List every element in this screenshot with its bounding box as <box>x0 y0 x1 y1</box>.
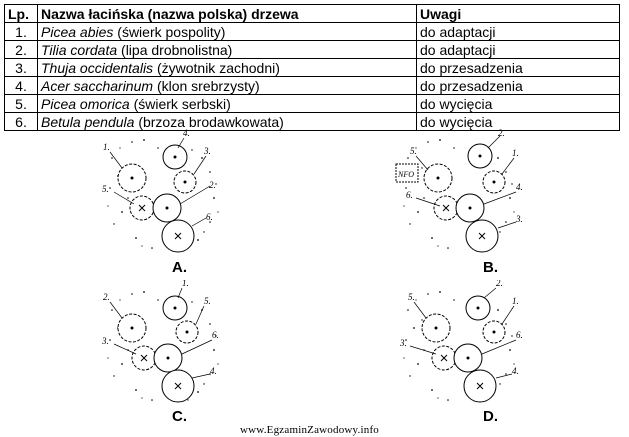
row-lp: 6. <box>5 113 38 131</box>
row-lp: 1. <box>5 23 38 41</box>
table-row <box>5 59 620 77</box>
latin-name: Tilia cordata <box>41 41 118 58</box>
tree-label: 4. <box>210 366 217 376</box>
polish-name: (klon srebrzysty) <box>156 77 260 94</box>
option-label-d: D. <box>483 408 498 425</box>
tree-label: 2. <box>496 280 503 288</box>
row-note: do adaptacji <box>417 41 620 59</box>
row-lp: 3. <box>5 59 38 77</box>
diagram-d <box>388 280 538 410</box>
row-name <box>38 41 417 59</box>
row-lp: 5. <box>5 95 38 113</box>
ground-stipple <box>403 291 514 401</box>
latin-name: Picea omorica <box>41 95 130 112</box>
header-name: Nazwa łacińska (nazwa polska) drzewa <box>38 5 417 23</box>
tree-label: 5. <box>102 184 109 194</box>
header-note: Uwagi <box>417 5 620 23</box>
tree-label: 2. <box>103 292 110 302</box>
polish-name: (brzoza brodawkowata) <box>138 113 284 130</box>
tree-label: 4. <box>183 128 190 138</box>
latin-name: Picea abies <box>41 23 114 40</box>
tree-label: 4. <box>512 366 519 376</box>
row-name <box>38 23 417 41</box>
option-label-c: C. <box>172 408 187 425</box>
row-note: do przesadzenia <box>417 77 620 95</box>
tree-label: 5. <box>410 146 417 156</box>
tree-label: 1. <box>512 148 519 158</box>
tree-label: 5. <box>408 292 415 302</box>
table-header-row <box>5 5 620 23</box>
tree-label: 3. <box>204 146 211 156</box>
tree-label: 2. <box>209 180 216 190</box>
polish-name: (świerk pospolity) <box>117 23 226 40</box>
tree-label: 6. <box>406 190 413 200</box>
latin-name: Acer saccharinum <box>41 77 154 94</box>
tree-table <box>4 4 620 131</box>
header-lp: Lp. <box>5 5 38 23</box>
tree-label: 3. <box>400 338 407 348</box>
tree-label: 6. <box>516 330 523 340</box>
table-row <box>5 95 620 113</box>
polish-name: (żywotnik zachodni) <box>156 59 280 76</box>
row-name <box>38 95 417 113</box>
diagram-c <box>92 280 242 410</box>
row-note: do przesadzenia <box>417 59 620 77</box>
tree-label: 4. <box>516 182 523 192</box>
table-row <box>5 41 620 59</box>
tree-label: 6. <box>206 212 213 222</box>
sign-text: NFO <box>398 170 414 179</box>
polish-name: (świerk serbski) <box>133 95 231 112</box>
table-row <box>5 77 620 95</box>
diagram-a <box>92 128 242 258</box>
option-label-b: B. <box>483 259 498 276</box>
tree-label: 1. <box>182 280 189 288</box>
row-note: do wycięcia <box>417 113 620 131</box>
row-note: do wycięcia <box>417 95 620 113</box>
tree-label: 2. <box>498 128 505 138</box>
row-name <box>38 77 417 95</box>
diagram-b <box>388 128 538 258</box>
table-row <box>5 23 620 41</box>
tree-label: 3. <box>102 336 109 346</box>
tree-label: 5. <box>204 296 211 306</box>
tree-label: 1. <box>103 142 110 152</box>
row-note: do adaptacji <box>417 23 620 41</box>
row-lp: 2. <box>5 41 38 59</box>
row-name <box>38 59 417 77</box>
row-lp: 4. <box>5 77 38 95</box>
option-label-a: A. <box>172 259 187 276</box>
tree-label: 6. <box>212 330 219 340</box>
tree-label: 3. <box>516 214 523 224</box>
latin-name: Thuja occidentalis <box>41 59 154 76</box>
watermark: www.EgzaminZawodowy.info <box>240 424 380 436</box>
polish-name: (lipa drobnolistna) <box>121 41 233 58</box>
latin-name: Betula pendula <box>41 113 135 130</box>
tree-label: 1. <box>512 296 519 306</box>
